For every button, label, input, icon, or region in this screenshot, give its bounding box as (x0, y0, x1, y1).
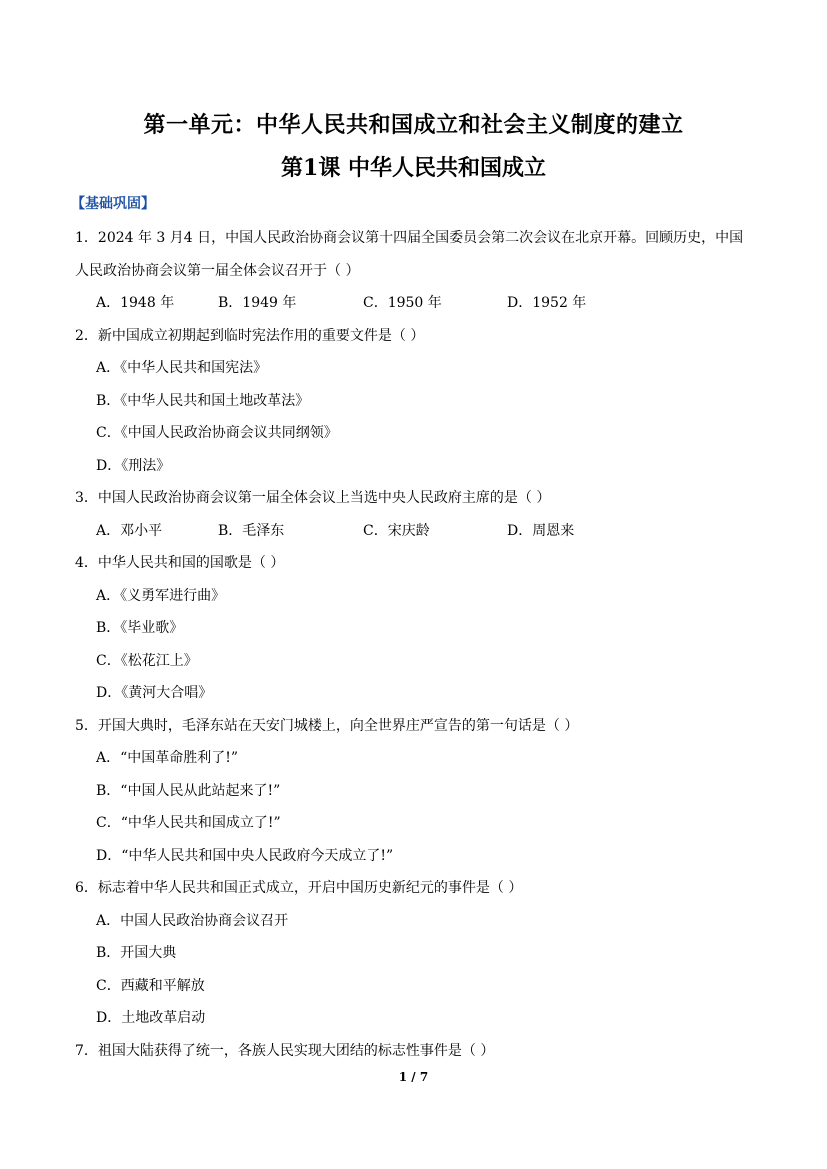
question-5-stem: 5．开国大典时，毛泽东站在天安门城楼上，向全世界庄严宣告的第一句话是（ ） (75, 718, 579, 734)
unit-title: 第一单元：中华人民共和国成立和社会主义制度的建立 (143, 112, 684, 138)
question-6-option-b: B．开国大典 (96, 945, 177, 961)
question-5-option-a: A．“中国革命胜利了!” (96, 750, 239, 766)
question-4-option-a: A．《义勇军进行曲》 (96, 588, 226, 604)
section-label: 【基础巩固】 (71, 196, 155, 212)
question-4-option-d: D．《黄河大合唱》 (96, 685, 213, 701)
question-1-option-d: D．1952 年 (507, 295, 587, 311)
lesson-title: 第1课 中华人民共和国成立 (281, 155, 546, 181)
question-3-option-a: A．邓小平 (96, 523, 163, 539)
question-5-option-c: C．“中华人民共和国成立了!” (96, 815, 281, 831)
question-3-stem: 3．中国人民政治协商会议第一届全体会议上当选中央人民政府主席的是（ ） (75, 490, 551, 506)
question-4-option-c: C．《松花江上》 (96, 653, 198, 669)
question-2-option-d: D．《刑法》 (96, 458, 171, 474)
question-3-option-d: D．周恩来 (507, 523, 575, 539)
question-3-option-c: C．宋庆龄 (363, 523, 430, 539)
page-number: 1 / 7 (398, 1070, 429, 1084)
question-2-option-a: A．《中华人民共和国宪法》 (96, 360, 268, 376)
question-1-option-a: A．1948 年 (96, 295, 175, 311)
question-1-option-b: B．1949 年 (218, 295, 297, 311)
question-4-option-b: B．《毕业歌》 (96, 620, 184, 636)
question-2-option-c: C．《中国人民政治协商会议共同纲领》 (96, 425, 338, 441)
question-3-option-b: B．毛泽东 (218, 523, 285, 539)
question-5-option-d: D．“中华人民共和国中央人民政府今天成立了!” (96, 848, 394, 864)
question-6-option-d: D．土地改革启动 (96, 1010, 206, 1026)
question-1-option-c: C．1950 年 (363, 295, 442, 311)
question-7-stem: 7．祖国大陆获得了统一，各族人民实现大团结的标志性事件是（ ） (75, 1043, 495, 1059)
question-2-stem: 2．新中国成立初期起到临时宪法作用的重要文件是（ ） (75, 328, 425, 344)
question-4-stem: 4．中华人民共和国的国歌是（ ） (75, 555, 285, 571)
question-2-option-b: B．《中华人民共和国土地改革法》 (96, 393, 310, 409)
question-6-option-a: A．中国人民政治协商会议召开 (96, 913, 289, 929)
question-6-option-c: C．西藏和平解放 (96, 978, 205, 994)
question-6-stem: 6．标志着中华人民共和国正式成立，开启中国历史新纪元的事件是（ ） (75, 880, 523, 896)
question-1-stem-line-1: 1．2024 年 3 月4 日，中国人民政治协商会议第十四届全国委员会第二次会议在北京开幕。回顾历史，中国 (75, 230, 744, 246)
question-5-option-b: B．“中国人民从此站起来了!” (96, 783, 281, 799)
question-1-stem-line-2: 人民政治协商会议第一届全体会议召开于（ ） (75, 263, 360, 279)
